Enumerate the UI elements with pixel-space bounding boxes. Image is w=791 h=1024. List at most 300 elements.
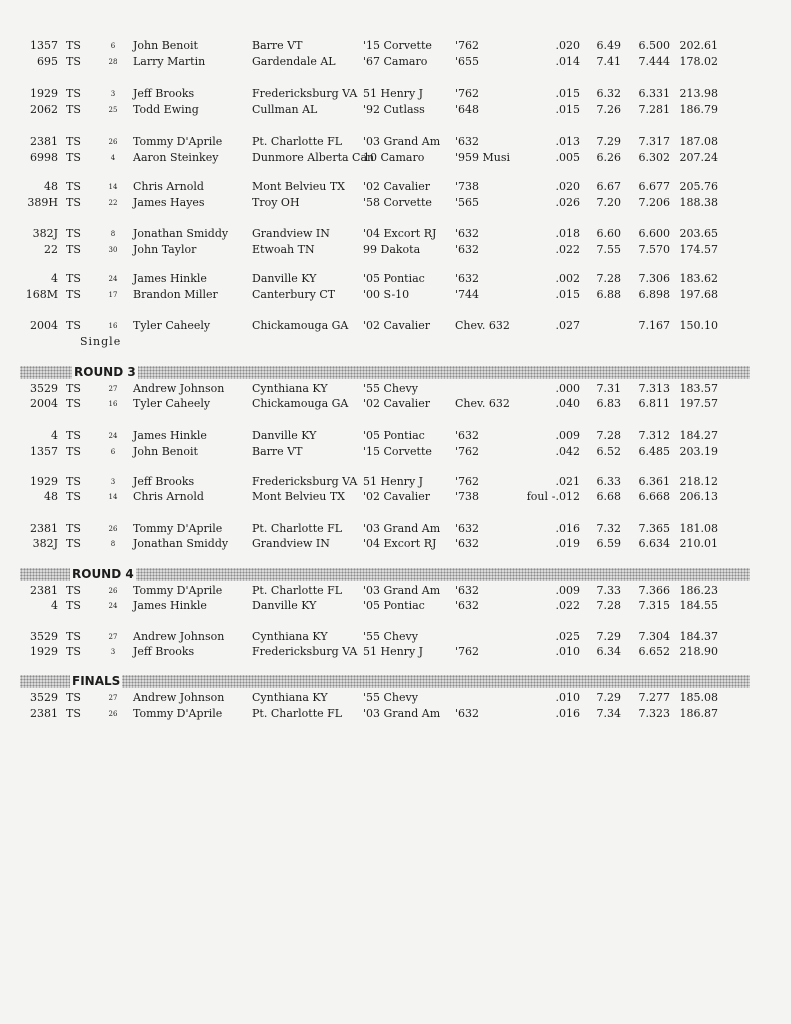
driver-name: Chris Arnold — [133, 490, 204, 503]
driver-name: John Benoit — [133, 445, 198, 458]
elapsed-time: 7.444 — [638, 55, 670, 68]
elapsed-time: 6.677 — [638, 180, 670, 193]
result-row — [0, 396, 791, 412]
class: TS — [66, 288, 81, 301]
engine: Chev. 632 — [455, 319, 510, 332]
engine: '762 — [455, 475, 480, 488]
class: TS — [66, 475, 81, 488]
dial-in: 7.20 — [596, 196, 621, 209]
result-row — [0, 86, 791, 102]
elapsed-time: 7.281 — [638, 103, 670, 116]
car-number: 4 — [51, 429, 58, 442]
speed-mph: 218.90 — [679, 645, 718, 658]
seed: 30 — [108, 246, 118, 254]
car-number: 1929 — [30, 87, 58, 100]
dial-in: 6.83 — [596, 397, 621, 410]
dial-in: 6.59 — [596, 537, 621, 550]
driver-name: Tyler Caheely — [133, 397, 211, 410]
driver-name: Larry Martin — [133, 55, 206, 68]
car-number: 48 — [44, 180, 58, 193]
result-row — [0, 54, 791, 70]
hometown: Cynthiana KY — [252, 382, 328, 395]
driver-name: Chris Arnold — [133, 180, 204, 193]
engine: '959 Musi — [455, 151, 511, 164]
speed-mph: 183.62 — [679, 272, 718, 285]
hometown: Pt. Charlotte FL — [252, 522, 343, 535]
hometown: Mont Belvieu TX — [252, 490, 345, 503]
result-row — [0, 521, 791, 537]
result-row — [0, 287, 791, 303]
seed: 27 — [108, 633, 118, 641]
seed: 3 — [110, 648, 116, 656]
reaction-time: .027 — [555, 319, 580, 332]
engine: '632 — [455, 135, 480, 148]
car-number: 3529 — [30, 691, 58, 704]
speed-mph: 187.08 — [679, 135, 718, 148]
car-number: 48 — [44, 490, 58, 503]
dial-in: 6.26 — [596, 151, 621, 164]
vehicle: 10 Camaro — [363, 151, 425, 164]
engine: '762 — [455, 87, 480, 100]
class: TS — [66, 707, 81, 720]
dial-in: 6.49 — [596, 39, 621, 52]
dial-in: 7.29 — [596, 630, 621, 643]
class: TS — [66, 429, 81, 442]
result-row — [0, 644, 791, 660]
dial-in: 7.28 — [596, 429, 621, 442]
driver-name: Andrew Johnson — [133, 382, 225, 395]
hometown: Pt. Charlotte FL — [252, 707, 343, 720]
seed: 8 — [110, 540, 116, 548]
dial-in: 6.32 — [596, 87, 621, 100]
seed: 24 — [108, 432, 118, 440]
engine: '738 — [455, 490, 480, 503]
seed: 25 — [108, 106, 118, 114]
reaction-time: .013 — [555, 135, 580, 148]
round-4-header — [20, 568, 750, 581]
dial-in: 6.34 — [596, 645, 621, 658]
speed-mph: 181.08 — [679, 522, 718, 535]
seed: 24 — [108, 275, 118, 283]
elapsed-time: 6.898 — [638, 288, 670, 301]
car-number: 2381 — [30, 522, 58, 535]
vehicle: 51 Henry J — [363, 475, 424, 488]
car-number: 1357 — [30, 445, 58, 458]
engine: '738 — [455, 180, 480, 193]
elapsed-time: 7.277 — [638, 691, 670, 704]
dial-in: 6.60 — [596, 227, 621, 240]
reaction-time: .009 — [555, 429, 580, 442]
reaction-time: .005 — [555, 151, 580, 164]
finals-header — [20, 675, 750, 688]
car-number: 2381 — [30, 707, 58, 720]
driver-name: Andrew Johnson — [133, 691, 225, 704]
engine: Chev. 632 — [455, 397, 510, 410]
reaction-time: .026 — [555, 196, 580, 209]
elapsed-time: 7.366 — [638, 584, 670, 597]
vehicle: '67 Camaro — [363, 55, 428, 68]
result-row — [0, 195, 791, 211]
dial-in: 7.29 — [596, 135, 621, 148]
elapsed-time: 7.365 — [638, 522, 670, 535]
reaction-time: .016 — [555, 522, 580, 535]
class: TS — [66, 537, 81, 550]
vehicle: '03 Grand Am — [363, 584, 441, 597]
class: TS — [66, 55, 81, 68]
car-number: 382J — [32, 537, 58, 550]
speed-mph: 186.87 — [679, 707, 718, 720]
dial-in: 7.26 — [596, 103, 621, 116]
dial-in: 7.33 — [596, 584, 621, 597]
vehicle: '92 Cutlass — [363, 103, 425, 116]
seed: 14 — [108, 183, 118, 191]
speed-mph: 174.57 — [679, 243, 718, 256]
car-number: 168M — [25, 288, 58, 301]
speed-mph: 150.10 — [679, 319, 718, 332]
vehicle: '15 Corvette — [363, 39, 432, 52]
reaction-time: .020 — [555, 39, 580, 52]
engine: '632 — [455, 522, 480, 535]
hometown: Dunmore Alberta Can — [252, 151, 375, 164]
dial-in: 7.29 — [596, 691, 621, 704]
hometown: Canterbury CT — [252, 288, 336, 301]
reaction-time: .000 — [555, 382, 580, 395]
elapsed-time: 7.206 — [638, 196, 670, 209]
driver-name: Todd Ewing — [133, 103, 199, 116]
class: TS — [66, 151, 81, 164]
speed-mph: 197.57 — [679, 397, 718, 410]
seed: 16 — [108, 322, 118, 330]
elapsed-time: 6.361 — [638, 475, 670, 488]
elapsed-time: 6.652 — [638, 645, 670, 658]
hometown: Fredericksburg VA — [252, 645, 358, 658]
hometown: Fredericksburg VA — [252, 475, 358, 488]
car-number: 2004 — [30, 397, 58, 410]
car-number: 695 — [37, 55, 58, 68]
class: TS — [66, 397, 81, 410]
result-row — [0, 444, 791, 460]
hometown: Fredericksburg VA — [252, 87, 358, 100]
vehicle: '03 Grand Am — [363, 135, 441, 148]
seed: 6 — [110, 448, 116, 456]
speed-mph: 206.13 — [679, 490, 718, 503]
car-number: 1929 — [30, 475, 58, 488]
round-3-header — [20, 366, 750, 379]
elapsed-time: 6.500 — [638, 39, 670, 52]
vehicle: '04 Excort RJ — [363, 227, 437, 240]
speed-mph: 202.61 — [679, 39, 718, 52]
reaction-time: .042 — [555, 445, 580, 458]
result-row — [0, 179, 791, 195]
car-number: 2381 — [30, 584, 58, 597]
dial-in: 6.88 — [596, 288, 621, 301]
seed: 26 — [108, 138, 118, 146]
round-4-title: ROUND 4 — [72, 567, 134, 581]
class: TS — [66, 227, 81, 240]
vehicle: '02 Cavalier — [363, 180, 431, 193]
hometown: Grandview IN — [252, 227, 330, 240]
result-row — [0, 690, 791, 706]
seed: 3 — [110, 90, 116, 98]
result-row — [0, 583, 791, 599]
dial-in: 6.68 — [596, 490, 621, 503]
engine: '565 — [455, 196, 480, 209]
vehicle: '03 Grand Am — [363, 707, 441, 720]
seed: 16 — [108, 400, 118, 408]
car-number: 1929 — [30, 645, 58, 658]
class: TS — [66, 180, 81, 193]
dial-in: 6.52 — [596, 445, 621, 458]
vehicle: '00 S-10 — [363, 288, 410, 301]
class: TS — [66, 87, 81, 100]
engine: '648 — [455, 103, 480, 116]
hometown: Troy OH — [252, 196, 300, 209]
class: TS — [66, 599, 81, 612]
class: TS — [66, 522, 81, 535]
reaction-time: .019 — [555, 537, 580, 550]
reaction-time: .022 — [555, 599, 580, 612]
result-row — [0, 629, 791, 645]
car-number: 2381 — [30, 135, 58, 148]
engine: '632 — [455, 243, 480, 256]
car-number: 4 — [51, 599, 58, 612]
result-row — [0, 598, 791, 614]
engine: '632 — [455, 584, 480, 597]
dial-in: 7.28 — [596, 599, 621, 612]
driver-name: Tommy D'Aprile — [133, 707, 223, 720]
car-number: 3529 — [30, 630, 58, 643]
engine: '762 — [455, 445, 480, 458]
hometown: Chickamouga GA — [252, 319, 349, 332]
engine: '632 — [455, 272, 480, 285]
class: TS — [66, 445, 81, 458]
hometown: Cynthiana KY — [252, 630, 328, 643]
round-3-title: ROUND 3 — [74, 365, 136, 379]
seed: 4 — [110, 154, 116, 162]
class: TS — [66, 103, 81, 116]
vehicle: '55 Chevy — [363, 691, 418, 704]
dial-in: 7.55 — [596, 243, 621, 256]
class: TS — [66, 243, 81, 256]
hometown: Cullman AL — [252, 103, 318, 116]
dial-in: 7.31 — [596, 382, 621, 395]
elapsed-time: 7.570 — [638, 243, 670, 256]
hometown: Danville KY — [252, 429, 317, 442]
class: TS — [66, 272, 81, 285]
result-row — [0, 242, 791, 258]
class: TS — [66, 630, 81, 643]
vehicle: '05 Pontiac — [363, 599, 425, 612]
result-row — [0, 489, 791, 505]
seed: 27 — [108, 694, 118, 702]
reaction-time: .021 — [555, 475, 580, 488]
seed: 8 — [110, 230, 116, 238]
result-row — [0, 706, 791, 722]
speed-mph: 185.08 — [679, 691, 718, 704]
reaction-time: .020 — [555, 180, 580, 193]
reaction-time: .015 — [555, 103, 580, 116]
driver-name: Jonathan Smiddy — [133, 227, 229, 240]
vehicle: 51 Henry J — [363, 645, 424, 658]
elapsed-time: 7.304 — [638, 630, 670, 643]
driver-name: Aaron Steinkey — [133, 151, 219, 164]
hometown: Etwoah TN — [252, 243, 315, 256]
driver-name: John Benoit — [133, 39, 198, 52]
result-row — [0, 474, 791, 490]
seed: 26 — [108, 525, 118, 533]
driver-name: Jonathan Smiddy — [133, 537, 229, 550]
reaction-time: .002 — [555, 272, 580, 285]
finals-title: FINALS — [72, 674, 121, 688]
speed-mph: 186.79 — [679, 103, 718, 116]
car-number: 389H — [27, 196, 58, 209]
reaction-time: .018 — [555, 227, 580, 240]
driver-name: Jeff Brooks — [133, 475, 195, 488]
hometown: Pt. Charlotte FL — [252, 584, 343, 597]
speed-mph: 183.57 — [679, 382, 718, 395]
reaction-time: .015 — [555, 288, 580, 301]
hometown: Mont Belvieu TX — [252, 180, 345, 193]
driver-name: James Hinkle — [133, 429, 207, 442]
driver-name: Tyler Caheely — [133, 319, 211, 332]
speed-mph: 218.12 — [679, 475, 718, 488]
foul-note: foul — [526, 490, 548, 503]
dial-in: 7.32 — [596, 522, 621, 535]
hometown: Barre VT — [252, 39, 303, 52]
driver-name: James Hayes — [133, 196, 205, 209]
vehicle: '02 Cavalier — [363, 319, 431, 332]
hometown: Barre VT — [252, 445, 303, 458]
seed: 24 — [108, 602, 118, 610]
engine: '632 — [455, 227, 480, 240]
result-row — [0, 134, 791, 150]
elapsed-time: 7.306 — [638, 272, 670, 285]
elapsed-time: 6.634 — [638, 537, 670, 550]
driver-name: James Hinkle — [133, 599, 207, 612]
elapsed-time: 6.668 — [638, 490, 670, 503]
seed: 27 — [108, 385, 118, 393]
speed-mph: 203.19 — [679, 445, 718, 458]
reaction-time: .010 — [555, 645, 580, 658]
engine: '762 — [455, 645, 480, 658]
speed-mph: 213.98 — [679, 87, 718, 100]
hometown: Grandview IN — [252, 537, 330, 550]
vehicle: '58 Corvette — [363, 196, 432, 209]
result-row — [0, 318, 791, 334]
driver-name: Tommy D'Aprile — [133, 522, 223, 535]
reaction-time: .010 — [555, 691, 580, 704]
seed: 22 — [108, 199, 118, 207]
speed-mph: 184.27 — [679, 429, 718, 442]
reaction-time: .009 — [555, 584, 580, 597]
reaction-time: .025 — [555, 630, 580, 643]
dial-in: 7.41 — [596, 55, 621, 68]
seed: 28 — [108, 58, 118, 66]
speed-mph: 203.65 — [679, 227, 718, 240]
seed: 14 — [108, 493, 118, 501]
hometown: Cynthiana KY — [252, 691, 328, 704]
class: TS — [66, 382, 81, 395]
vehicle: '02 Cavalier — [363, 397, 431, 410]
elapsed-time: 7.315 — [638, 599, 670, 612]
driver-name: Jeff Brooks — [133, 645, 195, 658]
vehicle: '05 Pontiac — [363, 429, 425, 442]
hometown: Pt. Charlotte FL — [252, 135, 343, 148]
elapsed-time: 7.167 — [638, 319, 670, 332]
engine: '632 — [455, 599, 480, 612]
result-row — [0, 271, 791, 287]
elapsed-time: 7.317 — [638, 135, 670, 148]
seed: 3 — [110, 478, 116, 486]
driver-name: Tommy D'Aprile — [133, 584, 223, 597]
elapsed-time: 7.312 — [638, 429, 670, 442]
vehicle: '03 Grand Am — [363, 522, 441, 535]
elapsed-time: 6.600 — [638, 227, 670, 240]
reaction-time: .016 — [555, 707, 580, 720]
driver-name: Brandon Miller — [133, 288, 218, 301]
driver-name: James Hinkle — [133, 272, 207, 285]
speed-mph: 197.68 — [679, 288, 718, 301]
speed-mph: 205.76 — [679, 180, 718, 193]
engine: '744 — [455, 288, 480, 301]
vehicle: '55 Chevy — [363, 382, 418, 395]
driver-name: Andrew Johnson — [133, 630, 225, 643]
car-number: 3529 — [30, 382, 58, 395]
engine: '762 — [455, 39, 480, 52]
class: TS — [66, 135, 81, 148]
speed-mph: 186.23 — [679, 584, 718, 597]
seed: 17 — [108, 291, 118, 299]
result-row — [0, 150, 791, 166]
speed-mph: 207.24 — [679, 151, 718, 164]
single-run-note: Single — [80, 335, 122, 348]
class: TS — [66, 584, 81, 597]
class: TS — [66, 319, 81, 332]
speed-mph: 184.55 — [679, 599, 718, 612]
vehicle: '55 Chevy — [363, 630, 418, 643]
car-number: 4 — [51, 272, 58, 285]
result-row — [0, 428, 791, 444]
vehicle: 51 Henry J — [363, 87, 424, 100]
driver-name: Jeff Brooks — [133, 87, 195, 100]
result-row — [0, 381, 791, 397]
dial-in: 7.34 — [596, 707, 621, 720]
speed-mph: 178.02 — [679, 55, 718, 68]
hometown: Chickamouga GA — [252, 397, 349, 410]
result-row — [0, 226, 791, 242]
elapsed-time: 7.313 — [638, 382, 670, 395]
car-number: 2062 — [30, 103, 58, 116]
car-number: 6998 — [30, 151, 58, 164]
elapsed-time: 6.485 — [638, 445, 670, 458]
driver-name: Tommy D'Aprile — [133, 135, 223, 148]
class: TS — [66, 39, 81, 52]
result-row — [0, 102, 791, 118]
seed: 6 — [110, 42, 116, 50]
class: TS — [66, 490, 81, 503]
hometown: Danville KY — [252, 599, 317, 612]
hometown: Danville KY — [252, 272, 317, 285]
car-number: 1357 — [30, 39, 58, 52]
class: TS — [66, 645, 81, 658]
reaction-time: -.012 — [551, 490, 580, 503]
reaction-time: .014 — [555, 55, 580, 68]
vehicle: '02 Cavalier — [363, 490, 431, 503]
class: TS — [66, 196, 81, 209]
speed-mph: 188.38 — [679, 196, 718, 209]
vehicle: '05 Pontiac — [363, 272, 425, 285]
elapsed-time: 6.811 — [638, 397, 670, 410]
